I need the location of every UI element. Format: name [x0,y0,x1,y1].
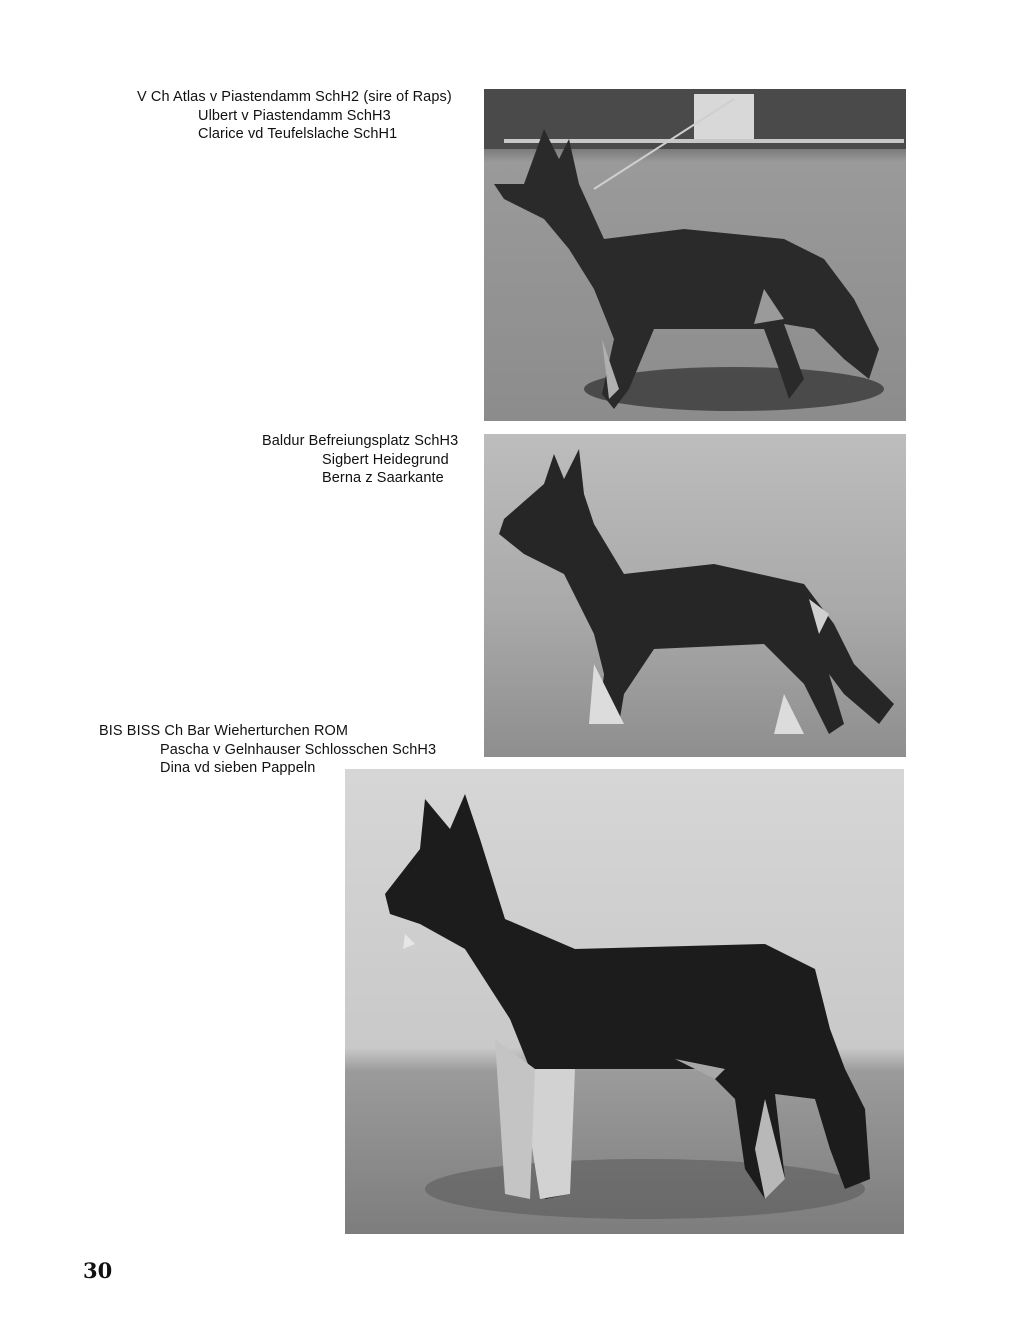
dog-3-sire: Pascha v Gelnhauser Schlosschen SchH3 [160,741,437,758]
german-shepherd-photo-icon [484,434,906,757]
dog-1-title: V Ch Atlas v Piastendamm SchH2 (sire of Raps) [137,89,452,105]
dog-photo-2 [484,434,906,757]
page-number: 30 [83,1258,113,1283]
dog-photo-3 [345,769,904,1234]
dog-2-dam: Berna z Saarkante [322,470,444,486]
dog-photo-1 [484,89,906,421]
dog-2-title: Baldur Befreiungsplatz SchH3 [262,433,459,449]
dog-2-sire: Sigbert Heidegrund [322,451,449,468]
dog-1-dam: Clarice vd Teufelslache SchH1 [198,126,398,142]
dog-3-dam: Dina vd sieben Pappeln [160,760,316,776]
dog-caption-2 [262,432,458,488]
dog-caption-1 [137,88,452,144]
german-shepherd-photo-icon [345,769,904,1234]
dog-3-title: BIS BISS Ch Bar Wieherturchen ROM [99,723,349,739]
german-shepherd-photo-icon [484,89,906,421]
dog-1-sire: Ulbert v Piastendamm SchH3 [198,107,391,124]
